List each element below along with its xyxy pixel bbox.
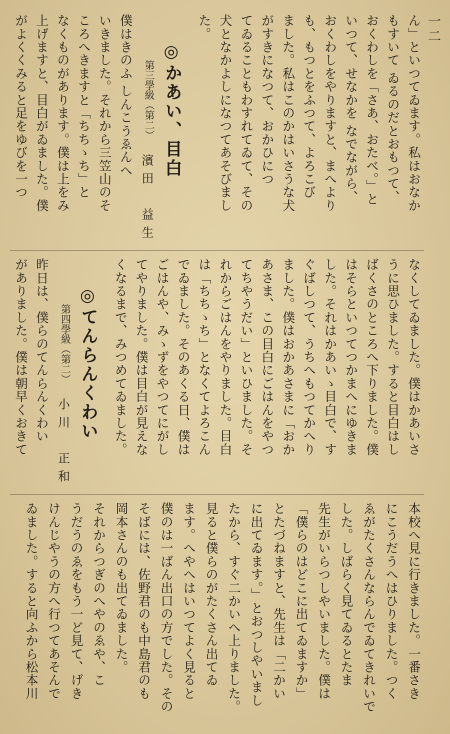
tier-divider	[10, 250, 424, 251]
tier-divider	[10, 494, 424, 495]
text-line: 本校へ見に行きました。一番さき	[406, 502, 421, 700]
text-line: も、もつとをふつて、よろこび	[301, 14, 317, 199]
text-line: 僕のは一ばん出口の方でした。その	[158, 502, 174, 714]
text-line: はそらといつてつかまへにゆきま	[343, 258, 359, 456]
text-line: てやりました。僕は目白が見えな	[133, 258, 149, 456]
text-line: 僕はきのふ しんこうゑんへ	[117, 14, 133, 178]
text-line: 上げますと、目白がゐました。僕	[33, 14, 49, 212]
page-number: 一二	[425, 14, 440, 44]
text-line: なくしてゐました。僕はかあいさ	[406, 258, 421, 456]
text-line: うに思ひました。すると目白はし	[385, 258, 401, 456]
text-line: いつて、せなかを なでながら、	[343, 14, 359, 204]
story-title: ◎てんらんくわい	[77, 286, 98, 441]
text-line: いきました。それから三笠山のそ	[96, 14, 112, 212]
text-line: おくわしをやりますと、まへより	[322, 14, 338, 212]
author-name: 小川 正和	[56, 397, 71, 488]
text-line: にこうだうへはひりました。つく	[383, 502, 399, 700]
text-line: くなるまで、みつめてゐました。	[112, 258, 128, 456]
text-line: ゑがたくさんならんでゐてきれいで	[361, 502, 376, 714]
tier-middle	[10, 258, 424, 486]
text-line: ばくさのところへ下りました。僕	[364, 258, 380, 456]
grade-label: 第三學級（第二）	[142, 60, 154, 140]
text-line: もすいて ゐるのだとおもつて、	[385, 14, 401, 204]
story-title: ◎かあい、目白	[161, 42, 182, 178]
text-line: 昨日は、僕らのてんらんくわい	[33, 258, 49, 443]
byline	[52, 258, 72, 486]
text-line: ます。へやへはいつてよく見ると	[181, 502, 196, 700]
text-line: した。それはかあいゝ目白で、す	[322, 258, 338, 456]
text-line: がすきになつて、おかひにつ	[259, 14, 275, 186]
text-line: なくものがあります。僕は上をみ	[54, 14, 70, 212]
text-line: 犬となかよしになつてあそびまし	[217, 14, 233, 212]
text-line: とたづねますと、先生は「二かい	[271, 502, 286, 700]
text-line: てちやうだい」といひました。そ	[238, 258, 254, 456]
text-line: うだうのゑをもう一ど見て、げき	[68, 502, 84, 700]
author-name: 濱田 益生	[140, 153, 155, 244]
text-line: に出てゐます。」とおつしやいまし	[248, 502, 264, 707]
text-line: ん」といつてゐます。私はおなか	[406, 14, 421, 212]
text-line: ました。僕はおかあさまに「おか	[280, 258, 296, 456]
tier-top	[10, 14, 424, 242]
text-line: した。しばらく見てゐるとたま	[338, 502, 354, 687]
text-line: 「僕らのはどこに出てゐますか」	[293, 502, 309, 700]
byline	[136, 14, 156, 242]
text-line: がありました。僕は朝早くおきて	[13, 258, 29, 456]
text-line: おくわしを「さあ、おたべ。」と	[364, 14, 380, 206]
text-line: そばには、佐野君のも中島君のも	[136, 502, 151, 700]
text-line: ました。私はこのかはいさうな犬	[280, 14, 296, 212]
text-line: れからごはんをやりました。目白	[217, 258, 233, 456]
text-line: それからつぎのへやのゑや、こ	[91, 502, 106, 687]
text-line: たから、すぐ二かいへ上りました。	[226, 502, 241, 714]
text-line: てゐることもわすれてゐて、その	[238, 14, 254, 212]
text-line: は「ちちゝち」となくてよろこん	[196, 258, 212, 456]
text-line: 見ると僕らのがたくさん出てゐ	[203, 502, 219, 687]
text-line: ごはんや、みゝずをやつてにがし	[154, 258, 170, 456]
text-line: でゐました。そのあくる日、僕は	[175, 258, 191, 456]
tier-bottom	[10, 502, 424, 730]
text-line: ころへきますと「ちちゝち」と	[75, 14, 91, 199]
text-line: 先生がいらつしやいました。僕は	[316, 502, 331, 700]
text-line: 岡本さんのも出てゐました。	[113, 502, 129, 674]
text-line: けんじやうの方へ行つてあそんで	[46, 502, 61, 700]
grade-label: 第四學級（第二）	[58, 304, 70, 384]
text-line: ぐばしつて、うちへもつてかへり	[301, 258, 317, 456]
text-line: あさま、この目白にごはんをやつ	[259, 258, 275, 456]
text-line: がよくくみると足をゆびを一つ	[13, 14, 29, 199]
text-line: た。	[196, 14, 212, 41]
text-line: ゐました。すると向ふから松本川	[23, 502, 39, 700]
